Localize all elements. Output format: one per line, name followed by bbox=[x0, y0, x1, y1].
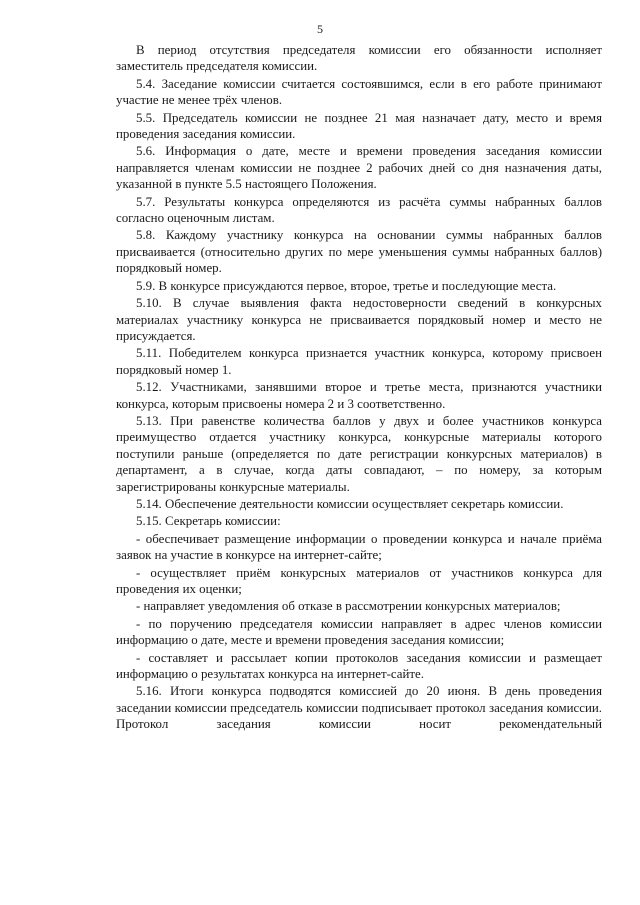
paragraph-5-12: 5.12. Участниками, занявшими второе и третье места, признаются участники конкурса, которым присвоены номера 2 и 3 соответственно. bbox=[116, 380, 602, 411]
paragraph-5-15: 5.15. Секретарь комиссии: bbox=[136, 514, 281, 529]
page-number: 5 bbox=[317, 22, 323, 36]
list-item-inform-members: - по поручению председателя комиссии направляет в адрес членов комиссии информацию о дате, месте и времени проведения заседания комиссии; bbox=[116, 616, 602, 648]
paragraph-5-8: 5.8. Каждому участнику конкурса на основании суммы набранных баллов присваивается (относительно других по мере уменьшения суммы набранных баллов) порядковый номер. bbox=[116, 228, 602, 276]
document-body bbox=[116, 42, 602, 734]
list-item-publish-info: - обеспечивает размещение информации о проведении конкурса и начале приёма заявок на участие в конкурсе на интернет-сайте; bbox=[116, 531, 602, 563]
paragraph-5-14: 5.14. Обеспечение деятельности комиссии осуществляет секретарь комиссии. bbox=[136, 496, 564, 511]
paragraph-5-5: 5.5. Председатель комиссии не позднее 21 мая назначает дату, место и время проведения заседания комиссии. bbox=[116, 110, 602, 142]
paragraph-5-11: 5.11. Победителем конкурса признается участник конкурса, которому присвоен порядковый номер 1. bbox=[116, 346, 602, 377]
paragraph-5-10: 5.10. В случае выявления факта недостоверности сведений в конкурсных материалах участнику конкурса не присваивается порядковый номер и место не присуждается. bbox=[116, 296, 602, 343]
paragraph-chairman-absence: В период отсутствия председателя комиссии его обязанности исполняет заместитель председателя комиссии. bbox=[116, 43, 602, 74]
paragraph-5-16: 5.16. Итоги конкурса подводятся комиссией до 20 июня. В день проведения заседании комиссии председатель комиссии подписывает протокол заседания комиссии. Протокол заседания комиссии носит рекомендательный bbox=[116, 684, 602, 732]
paragraph-5-6: 5.6. Информация о дате, месте и времени проведения заседания комиссии направляется членам комиссии не позднее 2 рабочих дней со дня назначения даты, указанной в пункте 5.5 настоящего Положения. bbox=[116, 144, 602, 192]
paragraph-5-7: 5.7. Результаты конкурса определяются из расчёта суммы набранных баллов согласно оценочным листам. bbox=[116, 194, 602, 226]
paragraph-5-4: 5.4. Заседание комиссии считается состоявшимся, если в его работе принимают участие не менее трёх членов. bbox=[116, 76, 602, 108]
paragraph-5-13: 5.13. При равенстве количества баллов у двух и более участников конкурса преимущество отдается участнику конкурса, конкурсные материалы которого поступили раньше (определяется по дате регистрации конкурсных материалов) в департамент, а в случае, когда даты совпадают, – по номеру, за которым зарегистрированы конкурсные материалы. bbox=[116, 413, 602, 494]
list-item-distribute-protocols: - составляет и рассылает копии протоколов заседания комиссии и размещает информацию о результатах конкурса на интернет-сайте. bbox=[116, 650, 602, 682]
list-item-send-refusals: - направляет уведомления об отказе в рассмотрении конкурсных материалов; bbox=[136, 599, 561, 614]
list-item-receive-materials: - осуществляет приём конкурсных материалов от участников конкурса для проведения их оценки; bbox=[116, 565, 602, 596]
paragraph-5-9: 5.9. В конкурсе присуждаются первое, второе, третье и последующие места. bbox=[136, 278, 557, 293]
